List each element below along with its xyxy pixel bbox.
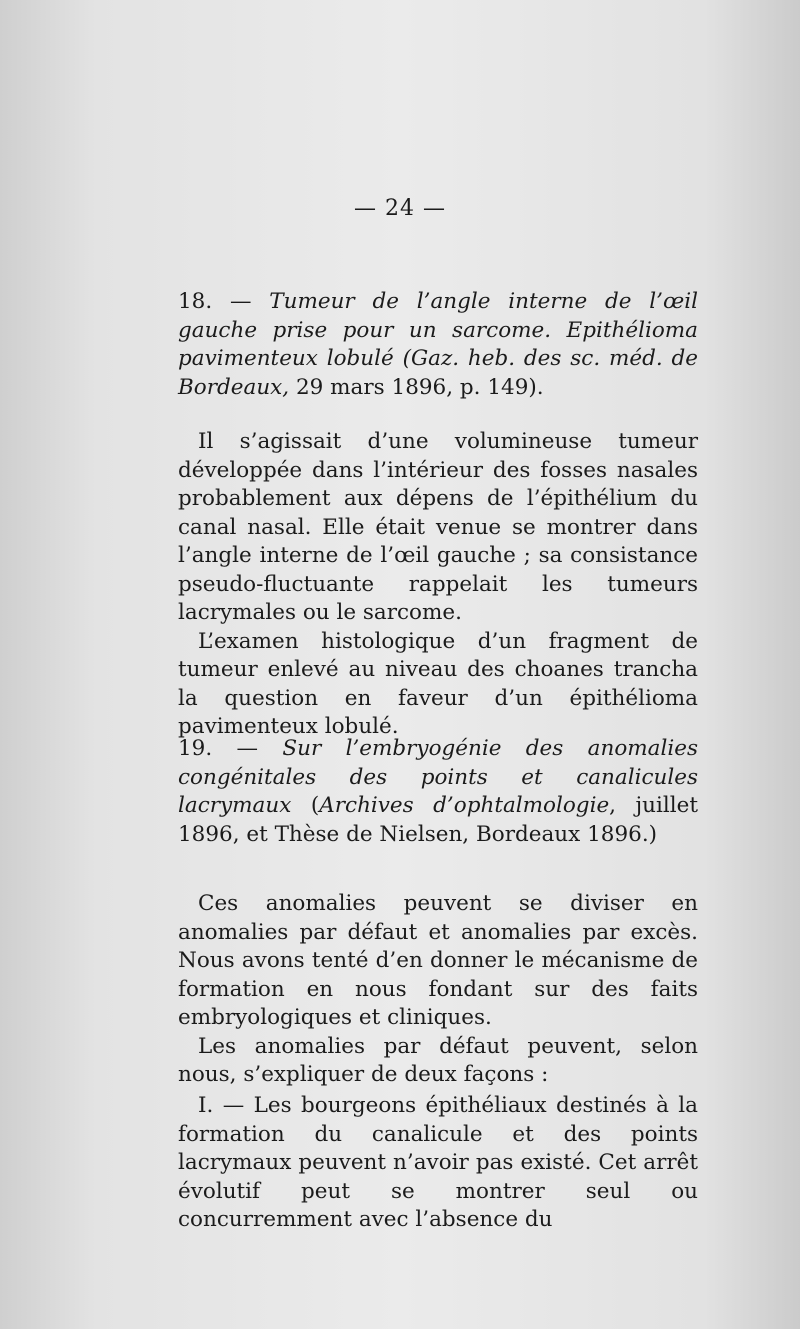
entry-19-paragraph-2: Les anomalies par défaut peuvent, selon nous, s’expliquer de deux façons :: [178, 1033, 698, 1087]
entry-19-title-tail: , juillet 1896, et Thèse de Nielsen, Bordeaux 1896.): [178, 793, 698, 847]
entry-18-paragraph-1: Il s’agissait d’une volumineuse tumeur développée dans l’intérieur des fosses nasales probablement aux dépens de l’épithélium du canal nasal. Elle était venue se montrer dans l’angle interne de l’œil gauche ; sa consistance pseudo-fluctuante rappelait les tumeurs lacrymales ou le sarcome.: [178, 429, 698, 625]
entry-18: [178, 288, 698, 402]
entry-18-number: 18. —: [178, 289, 270, 314]
entry-19-title-italic: Sur l’embryogénie des anomalies congénitales des points et canalicules lacrymaux: [178, 736, 698, 818]
entry-19-title: [178, 735, 698, 849]
entry-18-title: [178, 288, 698, 402]
entry-19-journal: Archives d’ophtalmologie: [319, 793, 610, 818]
entry-19-number: 19. —: [178, 736, 283, 761]
point-I-paragraph: I. — Les bourgeons épithéliaux destinés à la formation du canalicule et des points lacrymaux peuvent n’avoir pas existé. Cet arrêt évolutif peut se montrer seul ou concurremment avec l’absence du: [178, 1093, 698, 1232]
entry-19-point-I: [178, 1092, 698, 1235]
entry-19-body: [178, 890, 698, 1090]
entry-18-title-italic: Tumeur de l’angle interne de l’œil gauche prise pour un sarcome. Epithélioma pavimenteux lobulé (Gaz. heb. des sc. méd. de Bordeaux,: [178, 289, 698, 400]
entry-18-paragraph-2: L’examen histologique d’un fragment de tumeur enlevé au niveau des choanes trancha la question en faveur d’un épithélioma pavimenteux lobulé.: [178, 628, 698, 739]
entry-18-title-tail: 29 mars 1896, p. 149).: [289, 374, 544, 400]
entry-19-paragraph-1: Ces anomalies peuvent se diviser en anomalies par défaut et anomalies par excès. Nous avons tenté d’en donner le mécanisme de formation en nous fondant sur des faits embryologiques et cliniques.: [178, 891, 698, 1030]
entry-18-body: [178, 428, 698, 742]
page-number: — 24 —: [354, 196, 446, 221]
entry-19-title-mid: (: [291, 793, 320, 818]
entry-19: [178, 735, 698, 849]
